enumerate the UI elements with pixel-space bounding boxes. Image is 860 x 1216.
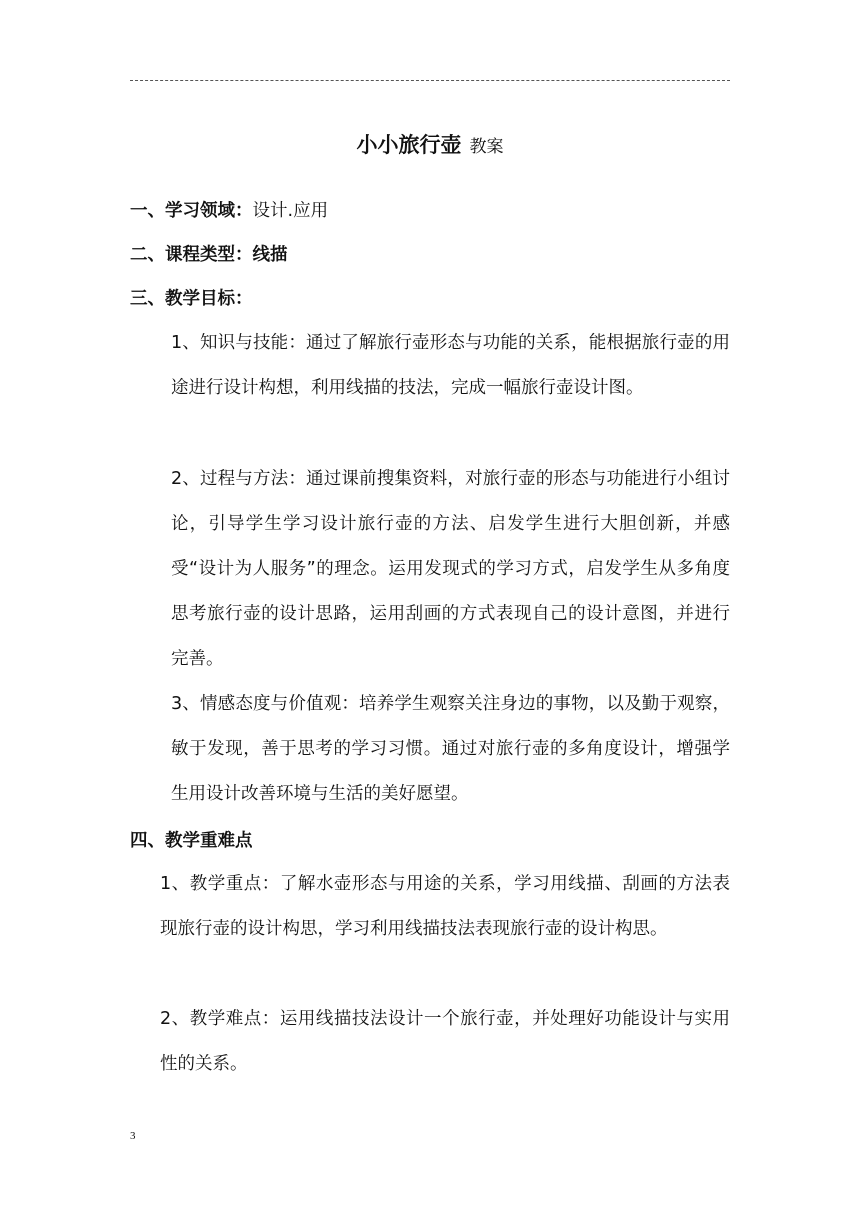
section-value: 线描 xyxy=(252,245,288,265)
objective-process-methods: 2、过程与方法：通过课前搜集资料，对旅行壶的形态与功能进行小组讨论，引导学生学习设计旅行壶的方法、启发学生进行大胆创新，并感受“设计为人服务”的理念。运用发现式的学习方式，启发学生从多角度思考旅行壶的设计思路，运用刮画的方式表现自己的设计意图，并进行完善。 xyxy=(171,469,730,669)
document-title xyxy=(0,130,860,162)
key-point-focus: 1、教学重点：了解水壶形态与用途的关系，学习用线描、刮画的方法表现旅行壶的设计构思，学习利用线描技法表现旅行壶的设计构思。 xyxy=(160,874,730,939)
title-sub: 教案 xyxy=(469,137,504,157)
section-learning-field xyxy=(130,188,328,234)
objective-knowledge-skills: 1、知识与技能：通过了解旅行壶形态与功能的关系，能根据旅行壶的用途进行设计构想，利用线描的技法，完成一幅旅行壶设计图。 xyxy=(171,333,730,398)
page-number: 3 xyxy=(130,1130,136,1142)
section-heading: 三、教学目标： xyxy=(130,289,253,309)
section-course-type xyxy=(130,232,288,278)
section-heading: 四、教学重难点 xyxy=(130,831,253,851)
section-heading: 二、课程类型： xyxy=(130,245,253,265)
section-key-difficult-points xyxy=(130,818,253,864)
section-teaching-objectives xyxy=(130,276,253,322)
title-main: 小小旅行壶 xyxy=(356,133,462,157)
section-value: 设计.应用 xyxy=(252,201,329,221)
key-point-difficulty: 2、教学难点：运用线描技法设计一个旅行壶，并处理好功能设计与实用性的关系。 xyxy=(160,1009,730,1074)
header-divider xyxy=(130,80,730,81)
objective-emotion-values: 3、情感态度与价值观：培养学生观察关注身边的事物，以及勤于观察，敏于发现，善于思考的学习习惯。通过对旅行壶的多角度设计，增强学生用设计改善环境与生活的美好愿望。 xyxy=(171,694,730,804)
section-heading: 一、学习领域： xyxy=(130,201,253,221)
